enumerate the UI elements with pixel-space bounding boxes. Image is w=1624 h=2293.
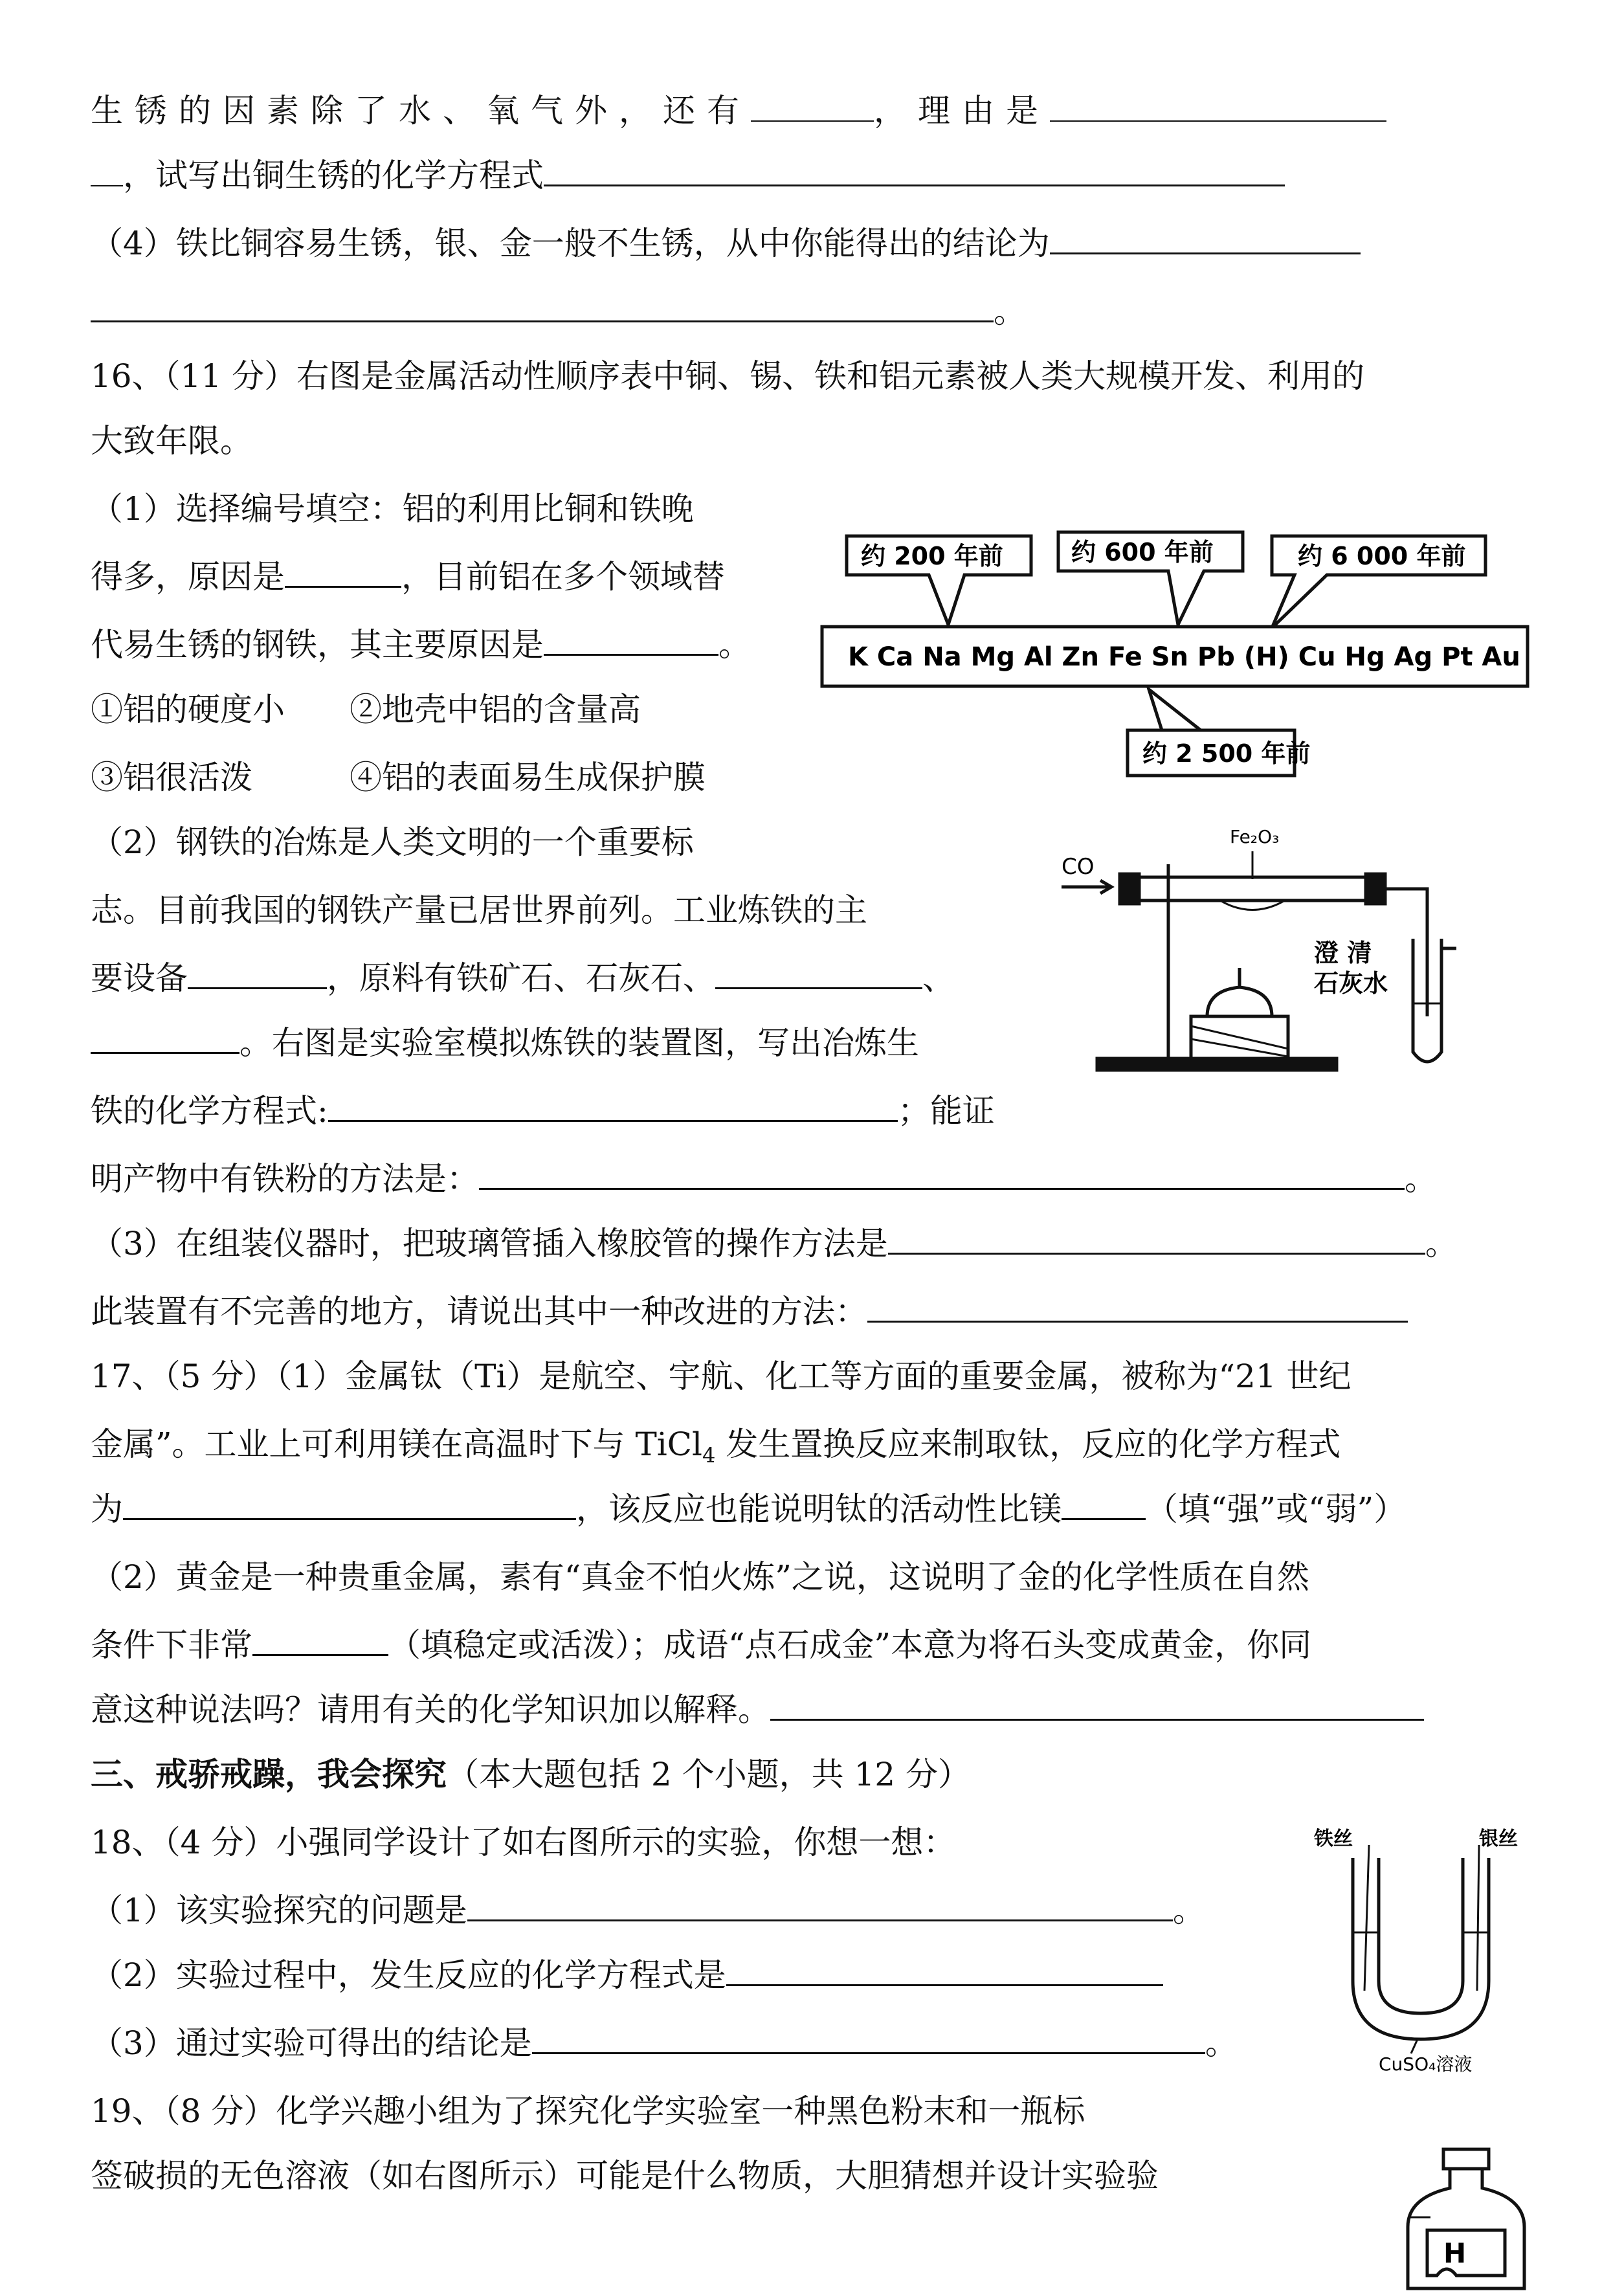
q19-line2: 签破损的无色溶液（如右图所示）可能是什么物质，大胆猜想并设计实验验 (91, 2157, 1159, 2195)
answer-blank[interactable] (467, 1891, 1173, 1921)
delivery-tube (1385, 889, 1427, 1016)
answer-blank[interactable] (123, 1490, 576, 1520)
answer-blank[interactable] (532, 2024, 1205, 2054)
q16-part1: （1）选择编号填空：铝的利用比铜和铁晚 (91, 490, 694, 528)
co-label: CO (1062, 854, 1095, 880)
silver-wire-label: 银丝 (1479, 1828, 1518, 1850)
answer-blank[interactable] (715, 959, 922, 989)
q17-line2: 金属”。工业上可利用镁在高温时下与 TiCl$_4$ 发生置换反应来制取钛，反应的化学方程式 (91, 1426, 1341, 1468)
q16-intro: 16、（11 分）右图是金属活动性顺序表中铜、锡、铁和铝元素被人类大规模开发、利用的 (91, 357, 1365, 395)
q16-part1-line2: 得多，原因是 ，目前铝在多个领域替 (91, 558, 725, 596)
q16-part1-line3: 代易生锈的钢铁，其主要原因是 。 (91, 626, 751, 664)
section-heading: 三、戒骄戒躁，我会探究（本大题包括 2 个小题，共 12 分） (91, 1755, 971, 1793)
q17-line5: 条件下非常 （填稳定或活泼）；成语“点石成金”本意为将石头变成黄金，你同 (91, 1626, 1312, 1664)
iron-wire-label: 铁丝 (1314, 1828, 1353, 1850)
q17-line6: 意这种说法吗？请用有关的化学知识加以解释。 (91, 1686, 1424, 1733)
answer-blank[interactable] (1050, 92, 1386, 122)
q19-line1: 19、（8 分）化学兴趣小组为了探究化学实验室一种黑色粉末和一瓶标 (91, 2092, 1085, 2130)
q16-part2-line5: 铁的化学方程式: ；能证 (91, 1092, 995, 1130)
limewater-label-1: 澄 清 (1314, 939, 1372, 967)
q16-part2-line2: 志。目前我国的钢铁产量已居世界前列。工业炼铁的主 (91, 891, 867, 929)
q16-options-row2: ③铝很活泼 ④铝的表面易生成保护膜 (91, 759, 706, 796)
q16-part2-line6: 明产物中有铁粉的方法是： 。 (91, 1160, 1437, 1198)
q17-line4: （2）黄金是一种贵重金属，素有“真金不怕火炼”之说，这说明了金的化学性质在自然 (91, 1558, 1309, 1596)
answer-blank[interactable] (888, 1224, 1425, 1255)
answer-blank[interactable] (328, 1091, 898, 1122)
cuso4-label: CuSO₄溶液 (1379, 2053, 1473, 2075)
q15-part4-cont: 。 (91, 288, 1026, 335)
q16-part2: （2）钢铁的冶炼是人类文明的一个重要标 (91, 823, 694, 861)
q16-part3: （3）在组装仪器时，把玻璃管插入橡胶管的操作方法是 。 (91, 1225, 1458, 1262)
q16-part2-line3: 要设备 ，原料有铁矿石、石灰石、 、 (91, 959, 955, 997)
answer-blank[interactable] (544, 156, 1285, 186)
q18-part2: （2）实验过程中，发生反应的化学方程式是 (91, 1952, 1163, 1998)
label-200: 约 200 年前 (861, 542, 1003, 570)
q16-part2-line4: 。右图是实验室模拟炼铁的装置图，写出冶炼生 (91, 1020, 919, 1066)
answer-blank[interactable] (1050, 224, 1361, 254)
answer-blank[interactable] (544, 625, 718, 656)
smelting-apparatus-figure (1058, 803, 1485, 1081)
metal-activity-figure (816, 524, 1553, 796)
q18-part1: （1）该实验探究的问题是 。 (91, 1892, 1205, 1929)
answer-blank[interactable] (479, 1159, 1405, 1190)
fe2o3-label: Fe₂O₃ (1230, 826, 1280, 847)
answer-blank[interactable] (770, 1690, 1424, 1721)
u-tube-figure (1307, 1819, 1547, 2078)
answer-blank[interactable] (188, 959, 327, 989)
label-2500: 约 2 500 年前 (1142, 739, 1311, 768)
u-tube-inner (1379, 1858, 1463, 2013)
answer-blank[interactable] (91, 157, 123, 186)
limewater-label-2: 石灰水 (1314, 969, 1388, 998)
answer-blank[interactable] (726, 1956, 1163, 1986)
bottle-stopper (1443, 2149, 1489, 2169)
label-600: 约 600 年前 (1071, 538, 1214, 566)
iron-stand-base (1097, 1058, 1337, 1070)
label-h: H (1443, 2237, 1467, 2269)
q15-line1: 生锈的因素除了水、氧气外，还有 ，理由是 (91, 87, 1386, 134)
answer-blank[interactable] (91, 1023, 239, 1054)
label-6000: 约 6 000 年前 (1298, 542, 1466, 570)
answer-blank[interactable] (867, 1292, 1408, 1323)
q17-line3: 为 ，该反应也能说明钛的活动性比镁 （填“强”或“弱”） (91, 1490, 1407, 1528)
reagent-bottle-figure (1392, 2143, 1541, 2292)
answer-blank[interactable] (751, 92, 874, 122)
answer-blank[interactable] (91, 292, 994, 322)
silver-wire (1477, 1845, 1479, 1991)
activity-series-text: K Ca Na Mg Al Zn Fe Sn Pb (H) Cu Hg Ag Pt Au (848, 642, 1520, 672)
q17-line1: 17、（5 分）（1）金属钛（Ti）是航空、宇航、化工等方面的重要金属，被称为“21 世纪 (91, 1358, 1351, 1395)
q16-intro-cont: 大致年限。 (91, 422, 252, 460)
iron-wire (1364, 1845, 1369, 1991)
answer-blank[interactable] (1062, 1490, 1146, 1520)
q16-options-row1: ①铝的硬度小 ②地壳中铝的含量高 (91, 691, 641, 728)
q15-part4: （4）铁比铜容易生锈，银、金一般不生锈，从中你能得出的结论为 (91, 220, 1361, 267)
alcohol-lamp (1207, 987, 1272, 1016)
answer-blank[interactable] (285, 557, 401, 588)
q18-part3: （3）通过实验可得出的结论是 。 (91, 2024, 1238, 2062)
q16-part3-line2: 此装置有不完善的地方，请说出其中一种改进的方法： (91, 1288, 1408, 1335)
answer-blank[interactable] (252, 1626, 388, 1656)
glass-tube (1129, 877, 1375, 900)
q18-intro: 18、（4 分）小强同学设计了如右图所示的实验，你想一想： (91, 1824, 956, 1861)
q15-line2: ，试写出铜生锈的化学方程式 (91, 152, 1285, 199)
